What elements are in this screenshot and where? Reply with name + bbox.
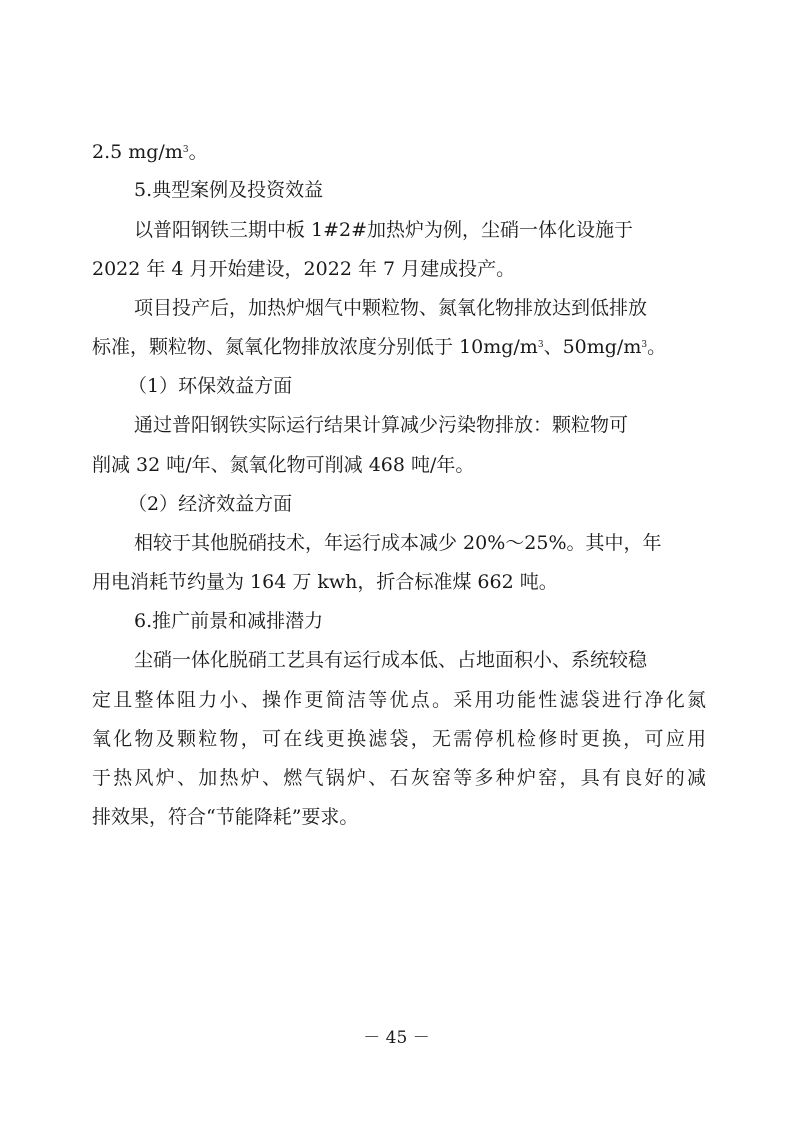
- superscript: 3: [537, 340, 544, 350]
- paragraph-line: 通过普阳钢铁实际运行结果计算减少污染物排放：颗粒物可: [134, 414, 629, 436]
- text-segment: 。: [647, 336, 667, 358]
- paragraph-line: 2022 年 4 月开始建设，2022 年 7 月建成投产。: [92, 258, 516, 280]
- paragraph-line: [92, 333, 666, 361]
- text-segment: 2.5 mg/m: [92, 141, 183, 163]
- paragraph-line: 尘硝一体化脱硝工艺具有运行成本低、占地面积小、系统较稳: [134, 649, 648, 671]
- subsection-heading-2: （2）经济效益方面: [128, 493, 293, 515]
- paragraph-line: 相较于其他脱硝技术，年运行成本减少 20%～25%。其中，年: [134, 532, 662, 554]
- section-heading-6: 6.推广前景和减排潜力: [134, 610, 324, 632]
- paragraph-line: 削减 32 吨/年、氮氧化物可削减 468 吨/年。: [92, 454, 475, 476]
- paragraph-line: 项目投产后，加热炉烟气中颗粒物、氮氧化物排放达到低排放: [134, 297, 648, 319]
- text-segment: 。: [188, 141, 208, 163]
- page-number: － 45 －: [363, 1028, 430, 1048]
- text-segment: 标准，颗粒物、氮氧化物排放浓度分别低于 10mg/m: [92, 336, 538, 358]
- paragraph-line: 排效果，符合“节能降耗”要求。: [92, 806, 359, 828]
- paragraph-line: 于热风炉、加热炉、燃气锅炉、石灰窑等多种炉窑，具有良好的减: [92, 767, 706, 789]
- section-heading-5: 5.典型案例及投资效益: [134, 179, 324, 201]
- paragraph-line: 以普阳钢铁三期中板 1#2#加热炉为例，尘硝一体化设施于: [134, 219, 634, 241]
- paragraph-line: 氧化物及颗粒物，可在线更换滤袋，无需停机检修时更换，可应用: [92, 728, 706, 750]
- subsection-heading-1: （1）环保效益方面: [128, 375, 293, 397]
- superscript: 3: [182, 145, 189, 155]
- text-line-concentration: [92, 138, 208, 166]
- paragraph-line: 定且整体阻力小、操作更简洁等优点。采用功能性滤袋进行净化氮: [92, 689, 706, 711]
- text-segment: 、50mg/m: [543, 336, 642, 358]
- superscript: 3: [641, 340, 648, 350]
- paragraph-line: 用电消耗节约量为 164 万 kwh，折合标准煤 662 吨。: [92, 571, 558, 593]
